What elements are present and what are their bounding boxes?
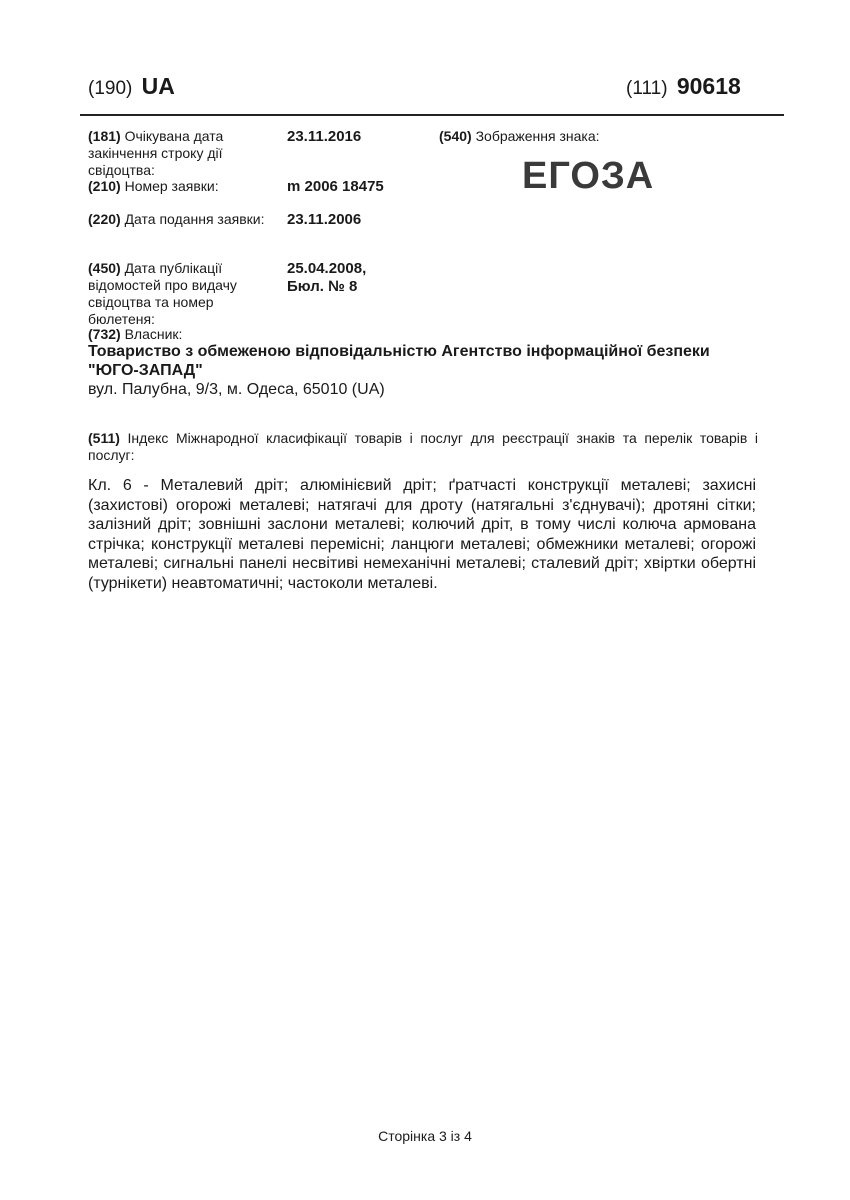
trademark-image-text: ЕГОЗА: [522, 155, 655, 197]
field-application-number: [88, 178, 270, 195]
country-inid-code: (190): [88, 78, 133, 99]
field-publication-code: (450): [88, 260, 121, 276]
registration-number: 90618: [676, 73, 741, 99]
field-filing-date-value: 23.11.2006: [287, 211, 362, 228]
registration-number-header: [626, 74, 741, 101]
field-expiry-label: Очікувана дата закінчення строку дії свідоцтва:: [88, 128, 224, 178]
classification-inid-code: (511): [88, 430, 120, 446]
field-expiry: [88, 128, 270, 179]
field-application-number-value: m 2006 18475: [287, 178, 384, 195]
field-expiry-value: 23.11.2016: [287, 128, 362, 145]
field-filing-date-code: (220): [88, 211, 121, 227]
goods-list: Кл. 6 - Металевий дріт; алюмінієвий дріт; ґратчасті конструкції металеві; захисні (захистові) огорожі металеві; натягачі для дроту (натягальні з'єднувачі); дротяні сітки; залізний дріт; зовнішні заслони металеві; колючий дріт, в тому числі колюча армована стрічка; конструкції металеві перемісні; ланцюги металеві; обмежники металеві; огорожі металеві; сигнальні панелі несвітиві немеханічні металеві; сталевий дріт; хвіртки обертні (турнікети) неавтоматичні; частоколи металеві.: [88, 477, 756, 592]
owner-label: [88, 326, 182, 343]
page-number: Сторінка 3 із 4: [378, 1128, 472, 1144]
owner-inid-code: (732): [88, 326, 121, 342]
field-publication: [88, 260, 270, 328]
mark-label-text: Зображення знака:: [471, 128, 600, 144]
field-application-number-code: (210): [88, 178, 121, 194]
field-publication-bulletin: Бюл. № 8: [287, 278, 358, 295]
owner-address: вул. Палубна, 9/3, м. Одеса, 65010 (UA): [88, 381, 385, 398]
country-value: UA: [141, 73, 175, 99]
mark-inid-code: (540): [439, 128, 472, 144]
field-publication-value: [287, 260, 366, 296]
field-filing-date-label: Дата подання заявки:: [120, 211, 265, 227]
number-inid-code: (111): [626, 78, 668, 99]
field-expiry-code: (181): [88, 128, 121, 144]
owner-label-text: Власник:: [120, 326, 183, 342]
field-application-number-label: Номер заявки:: [120, 178, 219, 194]
field-filing-date: [88, 211, 270, 228]
classification-label: [88, 430, 758, 464]
classification-label-text: Індекс Міжнародної класифікації товарів і послуг для реєстрації знаків та перелік товарів і послуг:: [88, 430, 758, 463]
header-divider: [80, 114, 784, 116]
country-header: [88, 74, 175, 101]
field-publication-date: 25.04.2008,: [287, 260, 367, 277]
mark-label: [439, 128, 600, 145]
field-publication-label: Дата публікації відомостей про видачу свідоцтва та номер бюлетеня:: [88, 260, 237, 327]
owner-name: Товариство з обмеженою відповідальністю Агентство інформаційної безпеки "ЮГО-ЗАПАД": [88, 343, 710, 379]
